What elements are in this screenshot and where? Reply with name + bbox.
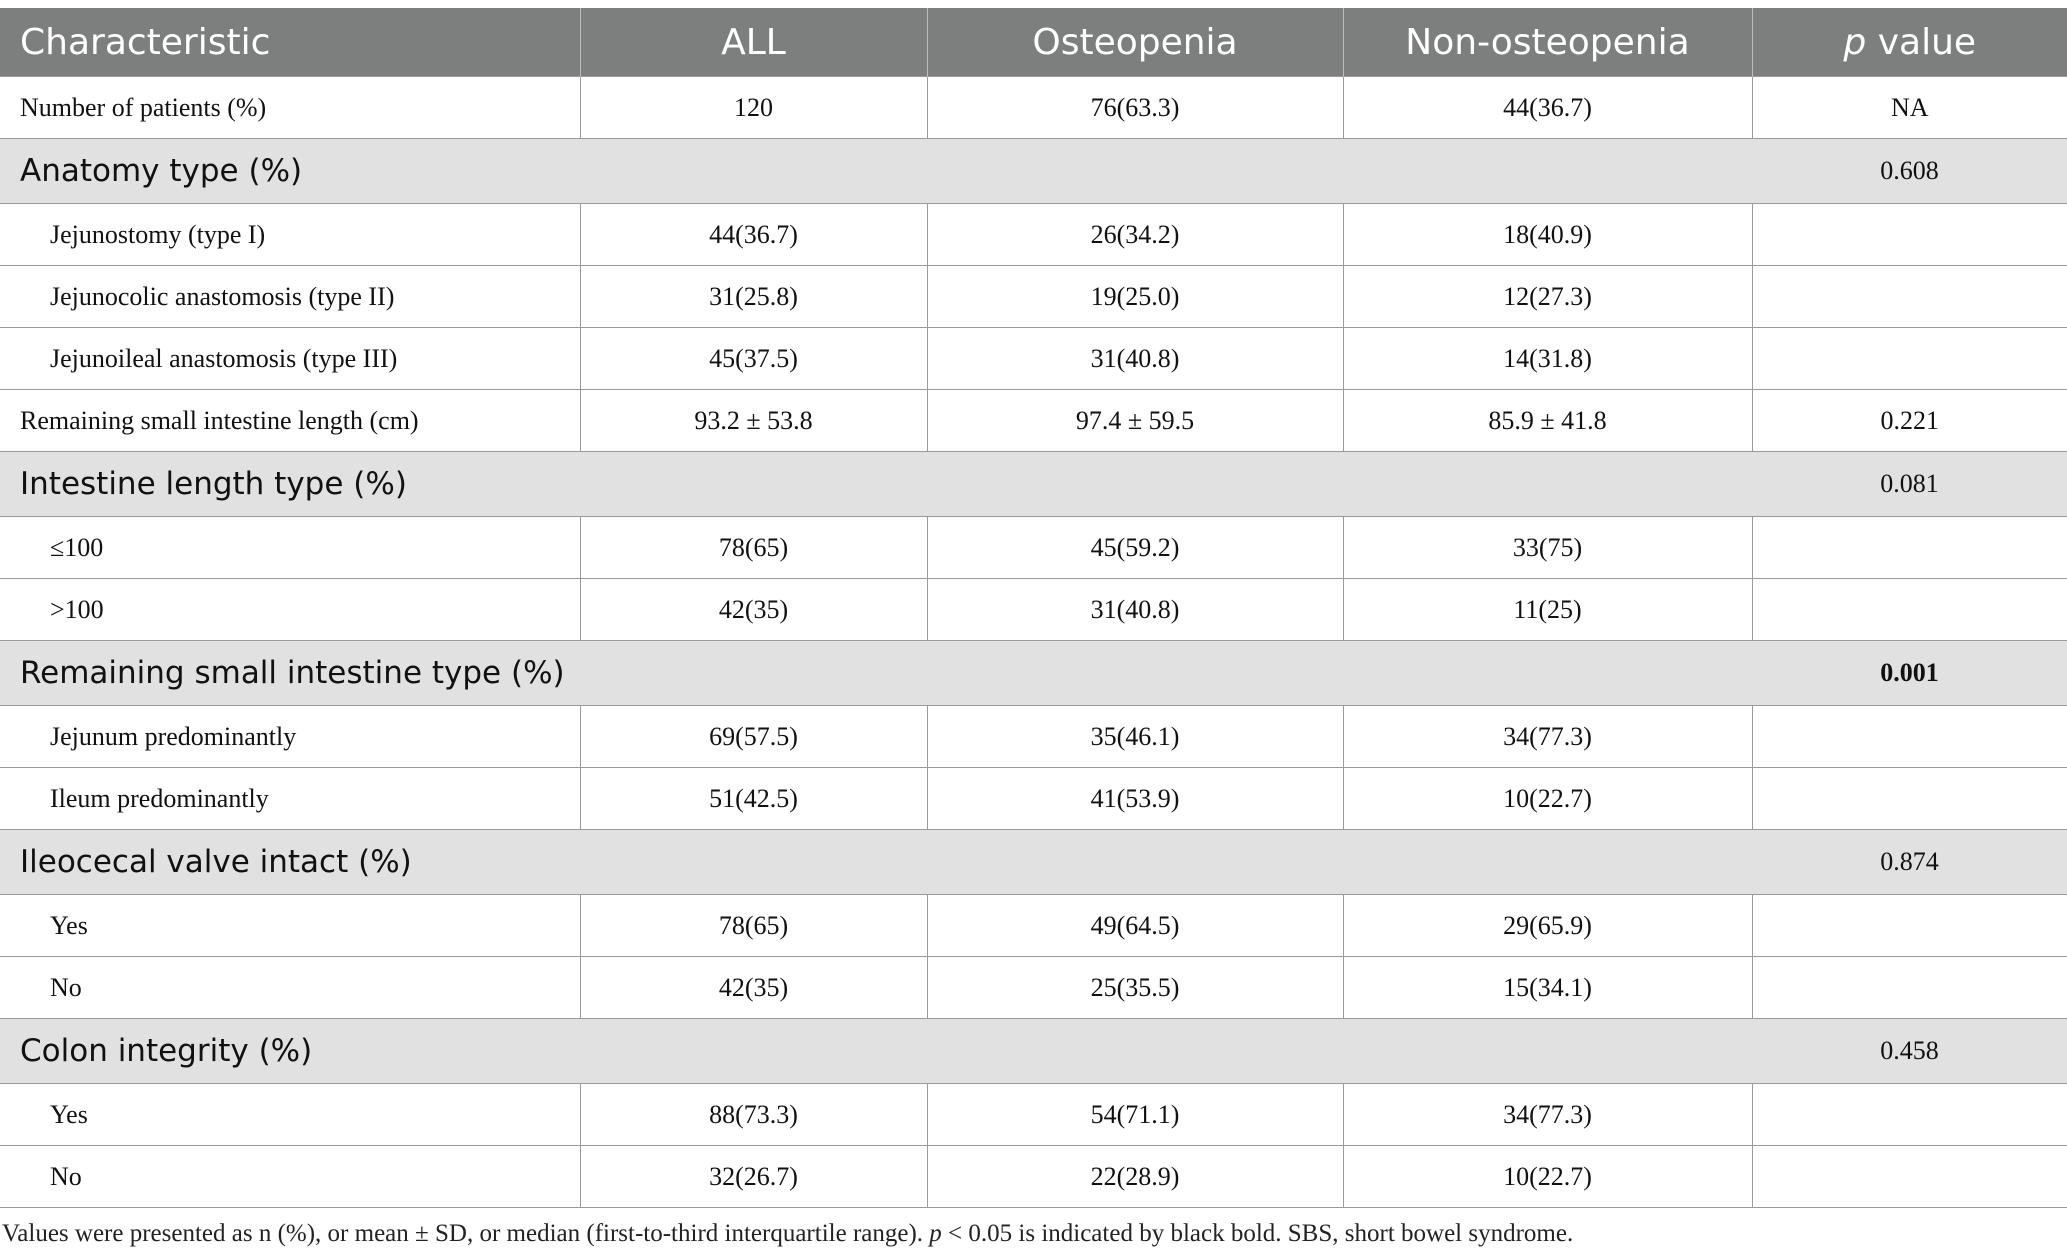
table-row: [0, 266, 2067, 328]
cell-p-value: 0.221: [1752, 390, 2067, 452]
table-row: [0, 768, 2067, 830]
cell-osteopenia: 41(53.9): [927, 768, 1343, 830]
cell-p-value: [1752, 1084, 2067, 1146]
cell-non-osteopenia: 85.9 ± 41.8: [1343, 390, 1752, 452]
cell-p-value: [1752, 706, 2067, 768]
cell-all: 88(73.3): [580, 1084, 927, 1146]
header-p-value: [1752, 8, 2067, 77]
table-row: [0, 390, 2067, 452]
row-label: Jejunoileal anastomosis (type III): [0, 328, 580, 390]
cell-p-value: [1752, 579, 2067, 641]
section-title: Anatomy type (%): [0, 139, 1752, 204]
cell-all: 42(35): [580, 957, 927, 1019]
cell-all: 42(35): [580, 579, 927, 641]
row-label: No: [0, 957, 580, 1019]
section-title: Ileocecal valve intact (%): [0, 830, 1752, 895]
table-row: [0, 579, 2067, 641]
cell-non-osteopenia: 34(77.3): [1343, 706, 1752, 768]
cell-osteopenia: 35(46.1): [927, 706, 1343, 768]
p-symbol: p: [1843, 21, 1867, 63]
header-non-osteopenia: Non-osteopenia: [1343, 8, 1752, 77]
cell-all: 93.2 ± 53.8: [580, 390, 927, 452]
row-label: Remaining small intestine length (cm): [0, 390, 580, 452]
header-all: ALL: [580, 8, 927, 77]
section-p-value: 0.874: [1752, 830, 2067, 895]
cell-non-osteopenia: 44(36.7): [1343, 77, 1752, 139]
table-row: [0, 517, 2067, 579]
cell-non-osteopenia: 34(77.3): [1343, 1084, 1752, 1146]
cell-non-osteopenia: 10(22.7): [1343, 1146, 1752, 1208]
table-footnote: [0, 1220, 2067, 1248]
footnote-part1: Values were presented as n (%), or mean ± SD, or median (first-to-third interquartile range).: [2, 1220, 930, 1247]
cell-p-value: [1752, 895, 2067, 957]
table-row: [0, 328, 2067, 390]
footnote-p-symbol: p: [929, 1220, 942, 1247]
section-row: [0, 139, 2067, 204]
cell-p-value: [1752, 328, 2067, 390]
row-label: >100: [0, 579, 580, 641]
characteristics-table: [0, 8, 2067, 1208]
header-osteopenia: Osteopenia: [927, 8, 1343, 77]
cell-osteopenia: 49(64.5): [927, 895, 1343, 957]
cell-osteopenia: 97.4 ± 59.5: [927, 390, 1343, 452]
cell-p-value: NA: [1752, 77, 2067, 139]
row-label: No: [0, 1146, 580, 1208]
row-label: Ileum predominantly: [0, 768, 580, 830]
table-row: [0, 895, 2067, 957]
cell-all: 32(26.7): [580, 1146, 927, 1208]
cell-osteopenia: 26(34.2): [927, 204, 1343, 266]
cell-p-value: [1752, 266, 2067, 328]
cell-osteopenia: 54(71.1): [927, 1084, 1343, 1146]
cell-all: 51(42.5): [580, 768, 927, 830]
cell-p-value: [1752, 768, 2067, 830]
row-label: Number of patients (%): [0, 77, 580, 139]
cell-all: 69(57.5): [580, 706, 927, 768]
section-title: Colon integrity (%): [0, 1019, 1752, 1084]
section-row: [0, 641, 2067, 706]
section-row: [0, 1019, 2067, 1084]
header-p-rest: value: [1866, 21, 1977, 63]
section-row: [0, 452, 2067, 517]
table-row: [0, 1146, 2067, 1208]
cell-osteopenia: 76(63.3): [927, 77, 1343, 139]
section-p-value-significant: 0.001: [1752, 641, 2067, 706]
table-row: [0, 957, 2067, 1019]
cell-all: 120: [580, 77, 927, 139]
cell-p-value: [1752, 517, 2067, 579]
row-label: Jejunum predominantly: [0, 706, 580, 768]
cell-p-value: [1752, 1146, 2067, 1208]
cell-osteopenia: 31(40.8): [927, 328, 1343, 390]
table-container: [0, 8, 2067, 1248]
table-row: [0, 1084, 2067, 1146]
table-row: [0, 77, 2067, 139]
cell-non-osteopenia: 18(40.9): [1343, 204, 1752, 266]
footnote-part2: < 0.05 is indicated by black bold. SBS, short bowel syndrome.: [941, 1220, 1574, 1247]
header-row: [0, 8, 2067, 77]
row-label: ≤100: [0, 517, 580, 579]
section-title: Remaining small intestine type (%): [0, 641, 1752, 706]
cell-p-value: [1752, 957, 2067, 1019]
cell-all: 45(37.5): [580, 328, 927, 390]
row-label: Yes: [0, 895, 580, 957]
cell-osteopenia: 22(28.9): [927, 1146, 1343, 1208]
cell-non-osteopenia: 29(65.9): [1343, 895, 1752, 957]
cell-p-value: [1752, 204, 2067, 266]
cell-non-osteopenia: 33(75): [1343, 517, 1752, 579]
row-label: Yes: [0, 1084, 580, 1146]
cell-non-osteopenia: 10(22.7): [1343, 768, 1752, 830]
table-row: [0, 706, 2067, 768]
cell-all: 31(25.8): [580, 266, 927, 328]
cell-osteopenia: 45(59.2): [927, 517, 1343, 579]
cell-non-osteopenia: 11(25): [1343, 579, 1752, 641]
section-row: [0, 830, 2067, 895]
section-p-value: 0.608: [1752, 139, 2067, 204]
cell-all: 78(65): [580, 517, 927, 579]
cell-osteopenia: 25(35.5): [927, 957, 1343, 1019]
cell-all: 44(36.7): [580, 204, 927, 266]
cell-non-osteopenia: 14(31.8): [1343, 328, 1752, 390]
header-characteristic: Characteristic: [0, 8, 580, 77]
section-p-value: 0.458: [1752, 1019, 2067, 1084]
table-row: [0, 204, 2067, 266]
cell-osteopenia: 31(40.8): [927, 579, 1343, 641]
row-label: Jejunostomy (type I): [0, 204, 580, 266]
cell-all: 78(65): [580, 895, 927, 957]
row-label: Jejunocolic anastomosis (type II): [0, 266, 580, 328]
cell-osteopenia: 19(25.0): [927, 266, 1343, 328]
section-p-value: 0.081: [1752, 452, 2067, 517]
cell-non-osteopenia: 12(27.3): [1343, 266, 1752, 328]
section-title: Intestine length type (%): [0, 452, 1752, 517]
cell-non-osteopenia: 15(34.1): [1343, 957, 1752, 1019]
